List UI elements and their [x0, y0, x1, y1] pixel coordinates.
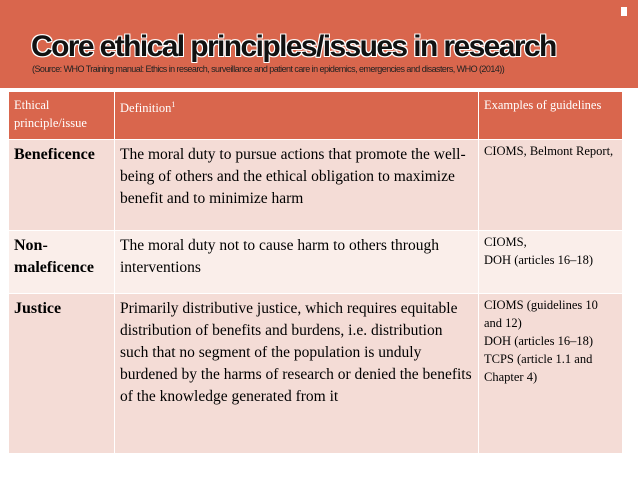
table-row	[9, 231, 623, 294]
examples-cell	[479, 294, 623, 454]
example-item: CIOMS (guidelines 10 and 12)	[484, 298, 598, 330]
definition-cell: Primarily distributive justice, which requires equitable distribution of benefits and burdens, i.e. distribution such that no segment of the population is unduly burdened by the harms of research or denied the benefits of the knowledge generated from it	[115, 294, 479, 454]
header-definition-label: Definition	[120, 101, 172, 116]
example-item: TCPS (article 1.1 and Chapter 4)	[484, 352, 593, 384]
principle-cell: Justice	[9, 294, 115, 454]
example-item: DOH (articles 16–18)	[484, 334, 593, 348]
definition-cell: The moral duty to pursue actions that promote the well-being of others and the ethical obligation to maximize benefit and to minimize harm	[115, 140, 479, 231]
example-item: CIOMS, Belmont Report,	[484, 144, 614, 158]
examples-cell	[479, 231, 623, 294]
example-item: DOH (articles 16–18)	[484, 253, 593, 267]
principle-cell: Non-maleficence	[9, 231, 115, 294]
table-row	[9, 294, 623, 454]
corner-decoration	[621, 7, 627, 16]
header-definition-footnote: 1	[171, 100, 176, 109]
examples-cell	[479, 140, 623, 231]
definition-cell: The moral duty not to cause harm to others through interventions	[115, 231, 479, 294]
principles-table	[8, 91, 623, 454]
header-principle: Ethical principle/issue	[9, 92, 115, 140]
source-note: (Source: WHO Training manual: Ethics in research, surveillance and patient care in epidemics, emergencies and disasters, WHO (2014))	[32, 64, 505, 74]
header-examples: Examples of guidelines	[479, 92, 623, 140]
example-item: CIOMS,	[484, 235, 527, 249]
header-definition	[115, 92, 479, 140]
slide-title: Core ethical principles/issues in research	[31, 30, 556, 63]
table-row	[9, 140, 623, 231]
principle-cell: Beneficence	[9, 140, 115, 231]
table-header-row	[9, 92, 623, 140]
